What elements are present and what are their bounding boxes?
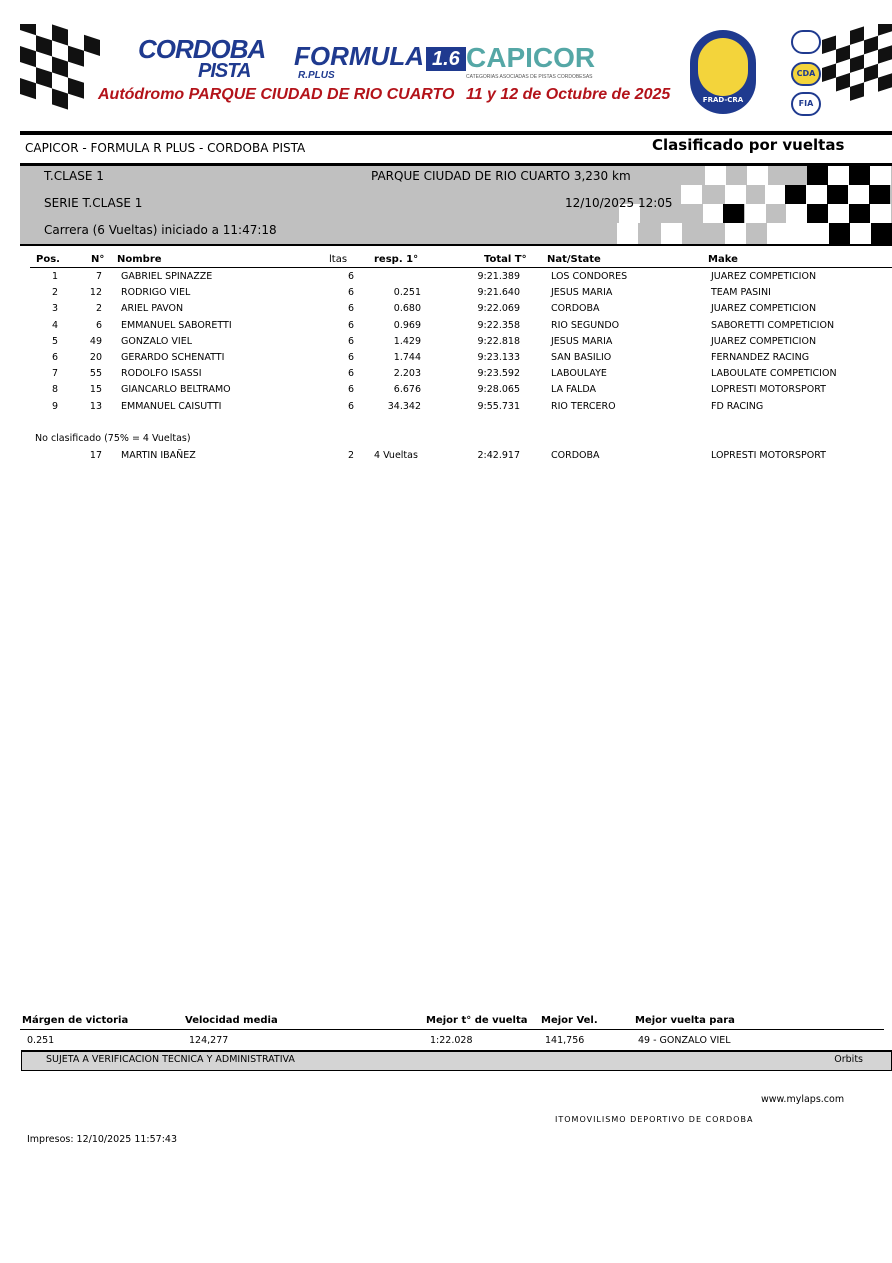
table-row [20,287,892,303]
cda-badge-icon: CDA [791,62,821,86]
cell-make: JUAREZ COMPETICION [711,335,817,347]
table-row [20,336,892,352]
classification-type: Clasificado por vueltas [652,136,845,154]
page-title: CAPICOR - FORMULA R PLUS - CORDOBA PISTA [25,141,306,155]
best-speed-label: Mejor Vel. [541,1015,598,1026]
cell-gap: 4 Vueltas [374,450,418,461]
cell-pos: 8 [51,384,58,396]
cell-gap: 0.969 [393,319,421,331]
cell-num: 12 [89,287,102,299]
cell-name: ARIEL PAVON [121,303,184,315]
session-datetime: 12/10/2025 12:05 [565,196,673,210]
best-lap-by-value: 49 - GONZALO VIEL [638,1035,731,1046]
cell-total: 9:28.065 [477,384,520,396]
cell-total: 9:23.133 [477,352,520,363]
cell-laps: 6 [347,400,354,412]
table-row [20,368,892,384]
event-dates: 11 y 12 de Octubre de 2025 [466,86,671,103]
table-row [20,271,892,287]
cell-total: 9:22.358 [477,319,520,331]
cell-total: 9:21.640 [477,287,520,299]
cell-num: 13 [89,400,102,412]
cell-name: GIANCARLO BELTRAMO [121,384,231,396]
header-band-bottom-rule [20,244,892,246]
checkered-flag-right-icon [822,24,892,120]
cell-num: 20 [89,352,102,363]
verification-notice: SUJETA A VERIFICACION TECNICA Y ADMINISTRATIVA [46,1054,295,1065]
cell-make: FD RACING [711,400,764,412]
col-header-laps: ltas [329,254,348,265]
cell-total: 9:21.389 [477,271,520,282]
cell-pos: 1 [51,271,58,282]
cell-laps: 6 [347,271,354,282]
cell-name: EMMANUEL SABORETTI [121,319,232,331]
cell-gap: 1.744 [393,352,421,363]
timing-brand: Orbits [834,1054,863,1065]
cell-total: 9:23.592 [477,368,520,380]
best-lap-value: 1:22.028 [430,1035,473,1046]
acc-badge-icon [791,30,821,54]
margin-value: 0.251 [27,1035,55,1046]
cell-laps: 6 [347,287,354,299]
cell-pos: 9 [51,400,58,412]
checkered-flag-left-icon [20,24,100,120]
cell-nat: JESUS MARIA [551,335,613,347]
cell-gap: 0.251 [393,287,421,299]
cell-nat: SAN BASILIO [551,352,612,363]
cell-num: 17 [89,450,102,461]
cell-laps: 6 [347,384,354,396]
cell-nat: LA FALDA [551,384,597,396]
cell-name: MARTIN IBAÑEZ [121,450,196,461]
cell-make: LABOULATE COMPETICION [711,368,837,380]
table-row [20,320,892,336]
website-link[interactable]: www.mylaps.com [761,1094,845,1105]
cell-make: JUAREZ COMPETICION [711,271,817,282]
printed-timestamp: Impresos: 12/10/2025 11:57:43 [27,1134,178,1145]
formula-rplus-logo: FORMULA 1.6 R.PLUS [294,44,466,81]
cell-total: 9:22.069 [477,303,520,315]
organizer-label: ITOMOVILISMO DEPORTIVO DE CORDOBA [555,1115,754,1124]
cell-nat: CORDOBA [551,303,600,315]
cell-pos: 2 [51,287,58,299]
best-lap-label: Mejor t° de vuelta [426,1015,528,1026]
best-lap-by-label: Mejor vuelta para [635,1015,735,1026]
cell-make: FERNANDEZ RACING [711,352,810,363]
track-label: PARQUE CIUDAD DE RIO CUARTO 3,230 km [371,169,631,183]
cell-total: 9:22.818 [477,335,520,347]
cell-laps: 6 [347,303,354,315]
cell-make: JUAREZ COMPETICION [711,303,817,315]
col-header-name: Nombre [117,254,162,265]
cell-gap: 0.680 [393,303,421,315]
cell-laps: 2 [347,450,354,461]
best-speed-value: 141,756 [545,1035,585,1046]
cell-total: 9:55.731 [477,400,520,412]
cell-nat: RIO SEGUNDO [551,319,620,331]
cell-name: RODOLFO ISASSI [121,368,202,380]
cell-pos: 7 [51,368,58,380]
cell-num: 55 [89,368,102,380]
cell-laps: 6 [347,335,354,347]
cell-pos: 5 [51,335,58,347]
col-header-gap: resp. 1° [374,254,419,265]
cell-num: 7 [95,271,102,282]
cell-laps: 6 [347,352,354,363]
cell-gap: 34.342 [387,400,421,412]
table-row [20,450,892,466]
cell-pos: 3 [51,303,58,315]
header-top-rule [20,131,892,135]
cell-laps: 6 [347,319,354,331]
notice-bar [21,1050,892,1071]
venue-title: Autódromo PARQUE CIUDAD DE RIO CUARTO [98,86,455,103]
fia-badge-icon: FIA [791,92,821,116]
cell-laps: 6 [347,368,354,380]
table-row [20,303,892,319]
cell-num: 49 [89,335,102,347]
cell-num: 2 [95,303,102,315]
cell-nat: CORDOBA [551,450,600,461]
avg-speed-label: Velocidad media [185,1015,278,1026]
cell-pos: 6 [51,352,58,363]
not-classified-label: No clasificado (75% = 4 Vueltas) [35,433,191,444]
cell-nat: LABOULAYE [551,368,607,380]
col-header-pos: Pos. [36,254,60,265]
cell-nat: RIO TERCERO [551,400,616,412]
cell-name: GONZALO VIEL [121,335,192,347]
class-label: T.CLASE 1 [44,169,104,183]
cell-make: LOPRESTI MOTORSPORT [711,450,826,461]
cell-num: 6 [95,319,102,331]
capicor-logo: CAPICOR CATEGORIAS ASOCIADAS DE PISTAS CORDOBESAS [466,42,596,80]
cell-nat: JESUS MARIA [551,287,613,299]
col-header-nat: Nat/State [547,254,601,265]
cell-num: 15 [89,384,102,396]
cell-gap: 1.429 [393,335,421,347]
cell-total: 2:42.917 [477,450,520,461]
col-header-total: Total T° [484,254,527,265]
event-banner [20,24,892,120]
cell-gap: 2.203 [393,368,421,380]
table-row [20,352,892,368]
cell-gap: 6.676 [393,384,421,396]
cell-pos: 4 [51,319,58,331]
cordoba-pista-logo: CORDOBA PISTA [138,34,266,82]
cell-make: TEAM PASINI [711,287,771,299]
col-header-make: Make [708,254,738,265]
table-row [20,401,892,417]
cell-name: GERARDO SCHENATTI [121,352,225,363]
cell-name: EMMANUEL CAISUTTI [121,400,222,412]
cell-make: LOPRESTI MOTORSPORT [711,384,826,396]
frad-cra-logo: FRAD-CRA [690,30,756,114]
series-label: SERIE T.CLASE 1 [44,196,143,210]
cell-make: SABORETTI COMPETICION [711,319,835,331]
margin-label: Márgen de victoria [22,1015,129,1026]
cell-nat: LOS CONDORES [551,271,628,282]
col-header-num: N° [91,254,105,265]
table-header-rule [30,267,892,268]
avg-speed-value: 124,277 [189,1035,229,1046]
table-row [20,384,892,400]
race-start-info: Carrera (6 Vueltas) iniciado a 11:47:18 [44,223,277,237]
cell-name: GABRIEL SPINAZZE [121,271,213,282]
summary-rule [20,1029,884,1030]
session-info-band [20,166,892,244]
cell-name: RODRIGO VIEL [121,287,191,299]
